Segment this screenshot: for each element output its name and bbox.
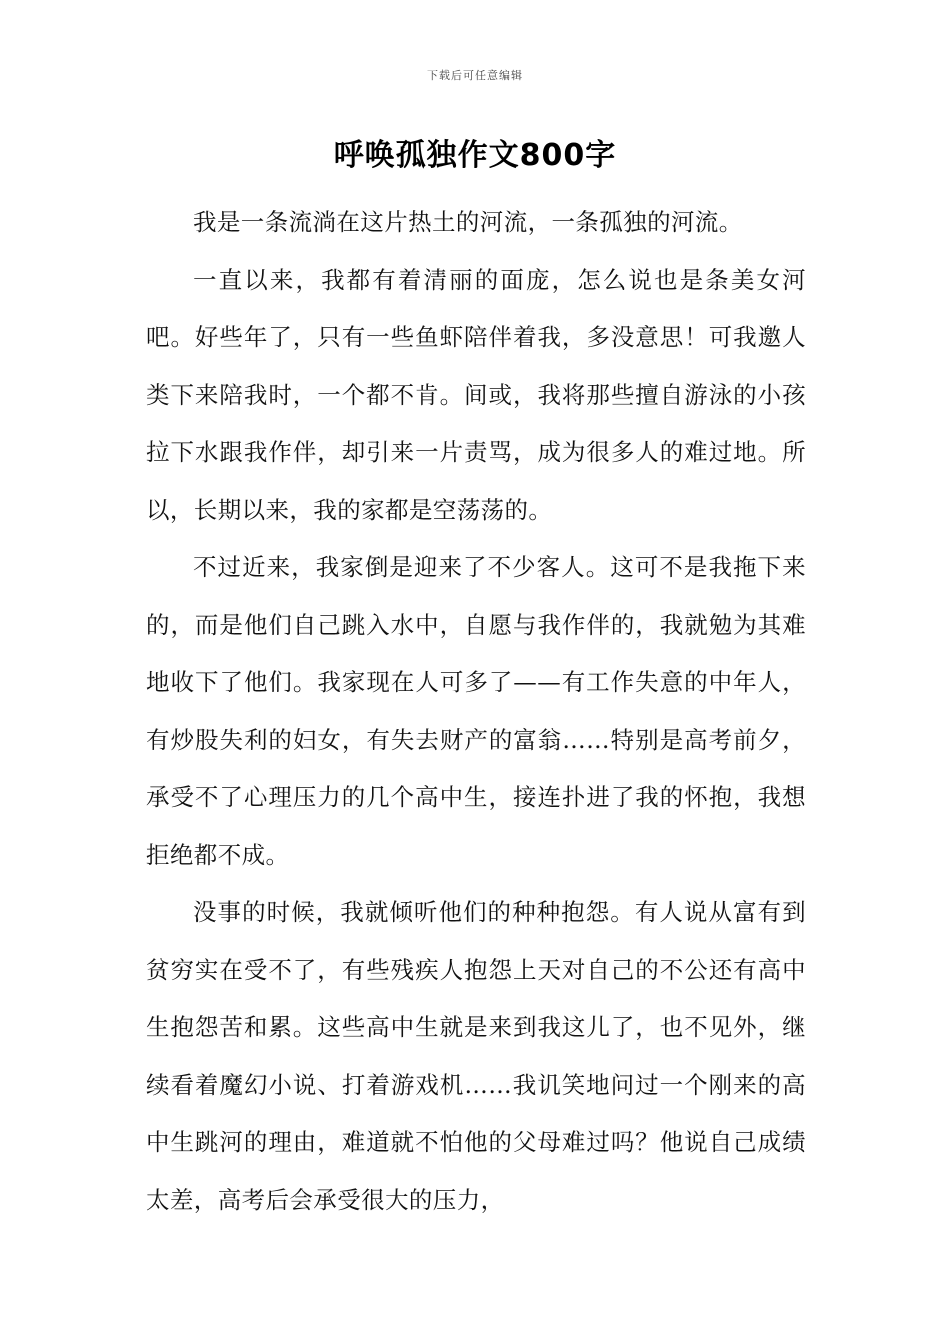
essay-body — [146, 194, 806, 1229]
paragraph-1: 我是一条流淌在这片热土的河流，一条孤独的河流。 — [193, 208, 743, 236]
paragraph-3: 不过近来，我家倒是迎来了不少客人。这可不是我拖下来的，而是他们自己跳入水中，自愿与我作伴的，我就勉为其难地收下了他们。我家现在人可多了——有工作失意的中年人，有炒股失利的妇女，有失去财产的富翁……特别是高考前夕，承受不了心理压力的几个高中生，接连扑进了我的怀抱，我想拒绝都不成。 — [146, 553, 806, 869]
header-note: 下载后可任意编辑 — [427, 69, 523, 82]
paragraph-2: 一直以来，我都有着清丽的面庞，怎么说也是条美女河吧。好些年了，只有一些鱼虾陪伴着我，多没意思！可我邀人类下来陪我时，一个都不肯。间或，我将那些擅自游泳的小孩拉下水跟我作伴，却引来一片责骂，成为很多人的难过地。所以，长期以来，我的家都是空荡荡的。 — [146, 265, 806, 524]
paragraph-4: 没事的时候，我就倾听他们的种种抱怨。有人说从富有到贫穷实在受不了，有些残疾人抱怨上天对自己的不公还有高中生抱怨苦和累。这些高中生就是来到我这儿了，也不见外，继续看着魔幻小说、打着游戏机……我讥笑地问过一个刚来的高中生跳河的理由，难道就不怕他的父母难过吗？他说自己成绩太差，高考后会承受很大的压力， — [146, 898, 806, 1214]
page-title: 呼唤孤独作文800字 — [333, 138, 617, 173]
